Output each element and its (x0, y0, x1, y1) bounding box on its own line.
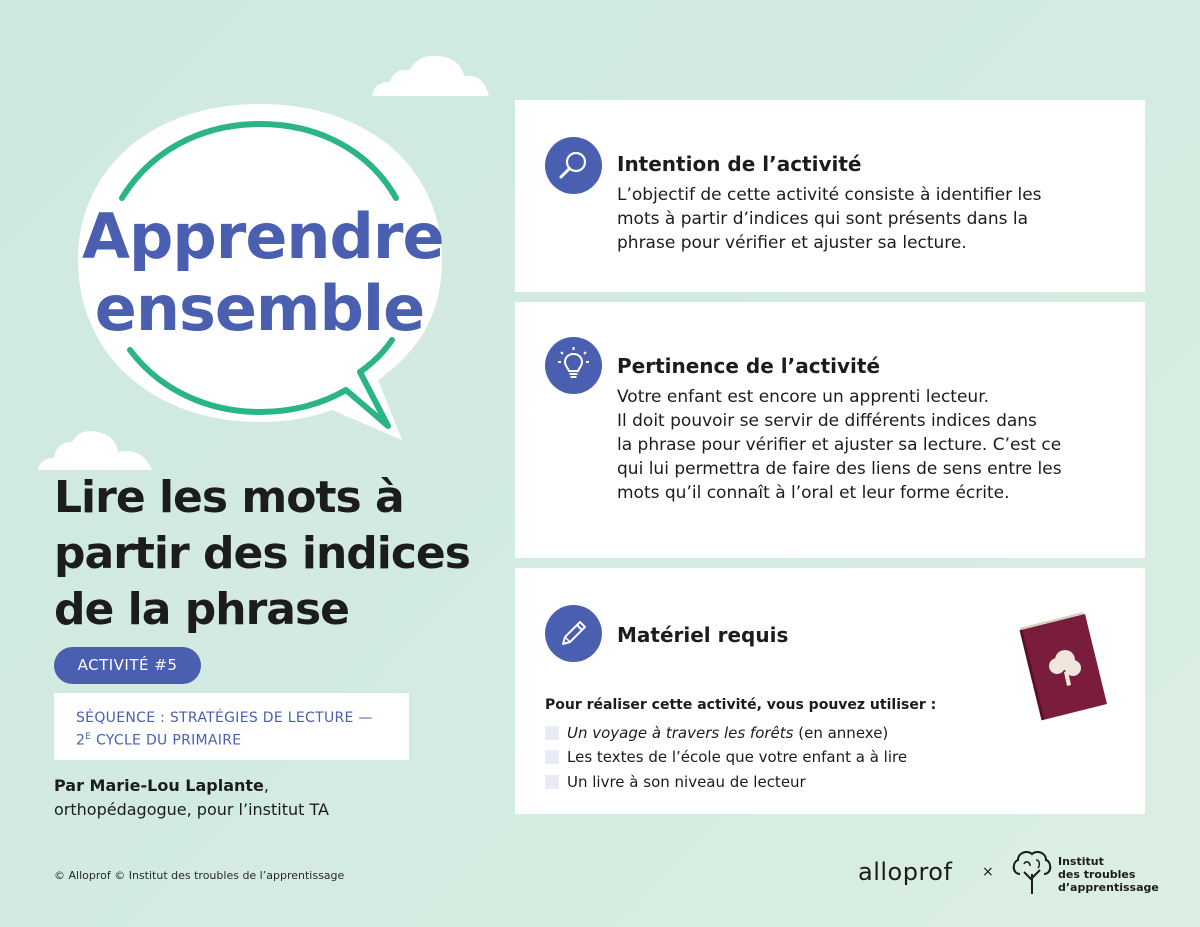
materiel-intro: Pour réaliser cette activité, vous pouvez utiliser : (545, 697, 937, 713)
checkbox-icon (545, 775, 559, 789)
copyright: © Alloprof © Institut des troubles de l’apprentissage (54, 869, 345, 882)
activity-title (54, 470, 514, 638)
pencil-icon (545, 605, 602, 662)
checkbox-icon (545, 726, 559, 740)
magnifier-icon (545, 137, 602, 194)
book-icon (1013, 610, 1113, 722)
cloud-top (368, 52, 492, 98)
author-name: Par Marie-Lou Laplante (54, 776, 264, 795)
ita-logo-text: Institut des troubles d’apprentissage (1058, 855, 1159, 894)
author-role: orthopédagogue, pour l’institut TA (54, 800, 329, 819)
card-materiel (515, 568, 1145, 814)
tree-brain-logo-icon (1010, 848, 1054, 896)
materiel-item: Les textes de l’école que votre enfant a à lire (545, 747, 907, 767)
title-line1: Lire les mots à (54, 472, 404, 523)
sequence-box (54, 693, 409, 760)
lightbulb-icon (545, 337, 602, 394)
intention-heading: Intention de l’activité (617, 152, 862, 176)
materiel-heading: Matériel requis (617, 623, 789, 647)
title-line3: de la phrase (54, 584, 349, 635)
alloprof-logo: alloprof (858, 858, 953, 886)
card-pertinence (515, 302, 1145, 558)
materiel-item: Un voyage à travers les forêts (en annexe) (545, 723, 888, 743)
checkbox-icon (545, 750, 559, 764)
sequence-line1: SÉQUENCE : STRATÉGIES DE LECTURE — (76, 710, 373, 726)
author: Par Marie-Lou Laplante, orthopédagogue, pour l’institut TA (54, 774, 329, 822)
pertinence-body: Votre enfant est encore un apprenti lecteur. Il doit pouvoir se servir de différents indices dans la phrase pour vérifier et ajuster sa lecture. C’est ce qui lui permettra de faire des liens de sens entre les mots qu’il connaît à l’oral et leur forme écrite. (617, 387, 1062, 503)
intention-body: L’objectif de cette activité consiste à identifier les mots à partir d’indices qui sont présents dans la phrase pour vérifier et ajuster sa lecture. (617, 185, 1042, 253)
materiel-item: Un livre à son niveau de lecteur (545, 772, 806, 792)
title-line2: partir des indices (54, 528, 470, 579)
pertinence-heading: Pertinence de l’activité (617, 354, 881, 378)
times-sign: × (982, 864, 994, 880)
bubble-title-line1: Apprendre (82, 200, 444, 273)
sequence-line2: $2^E$ CYCLE DU PRIMAIRE (76, 732, 242, 749)
activity-badge: ACTIVITÉ #5 (54, 647, 201, 684)
card-intention (515, 100, 1145, 292)
bubble-title-line2: ensemble (94, 272, 425, 345)
